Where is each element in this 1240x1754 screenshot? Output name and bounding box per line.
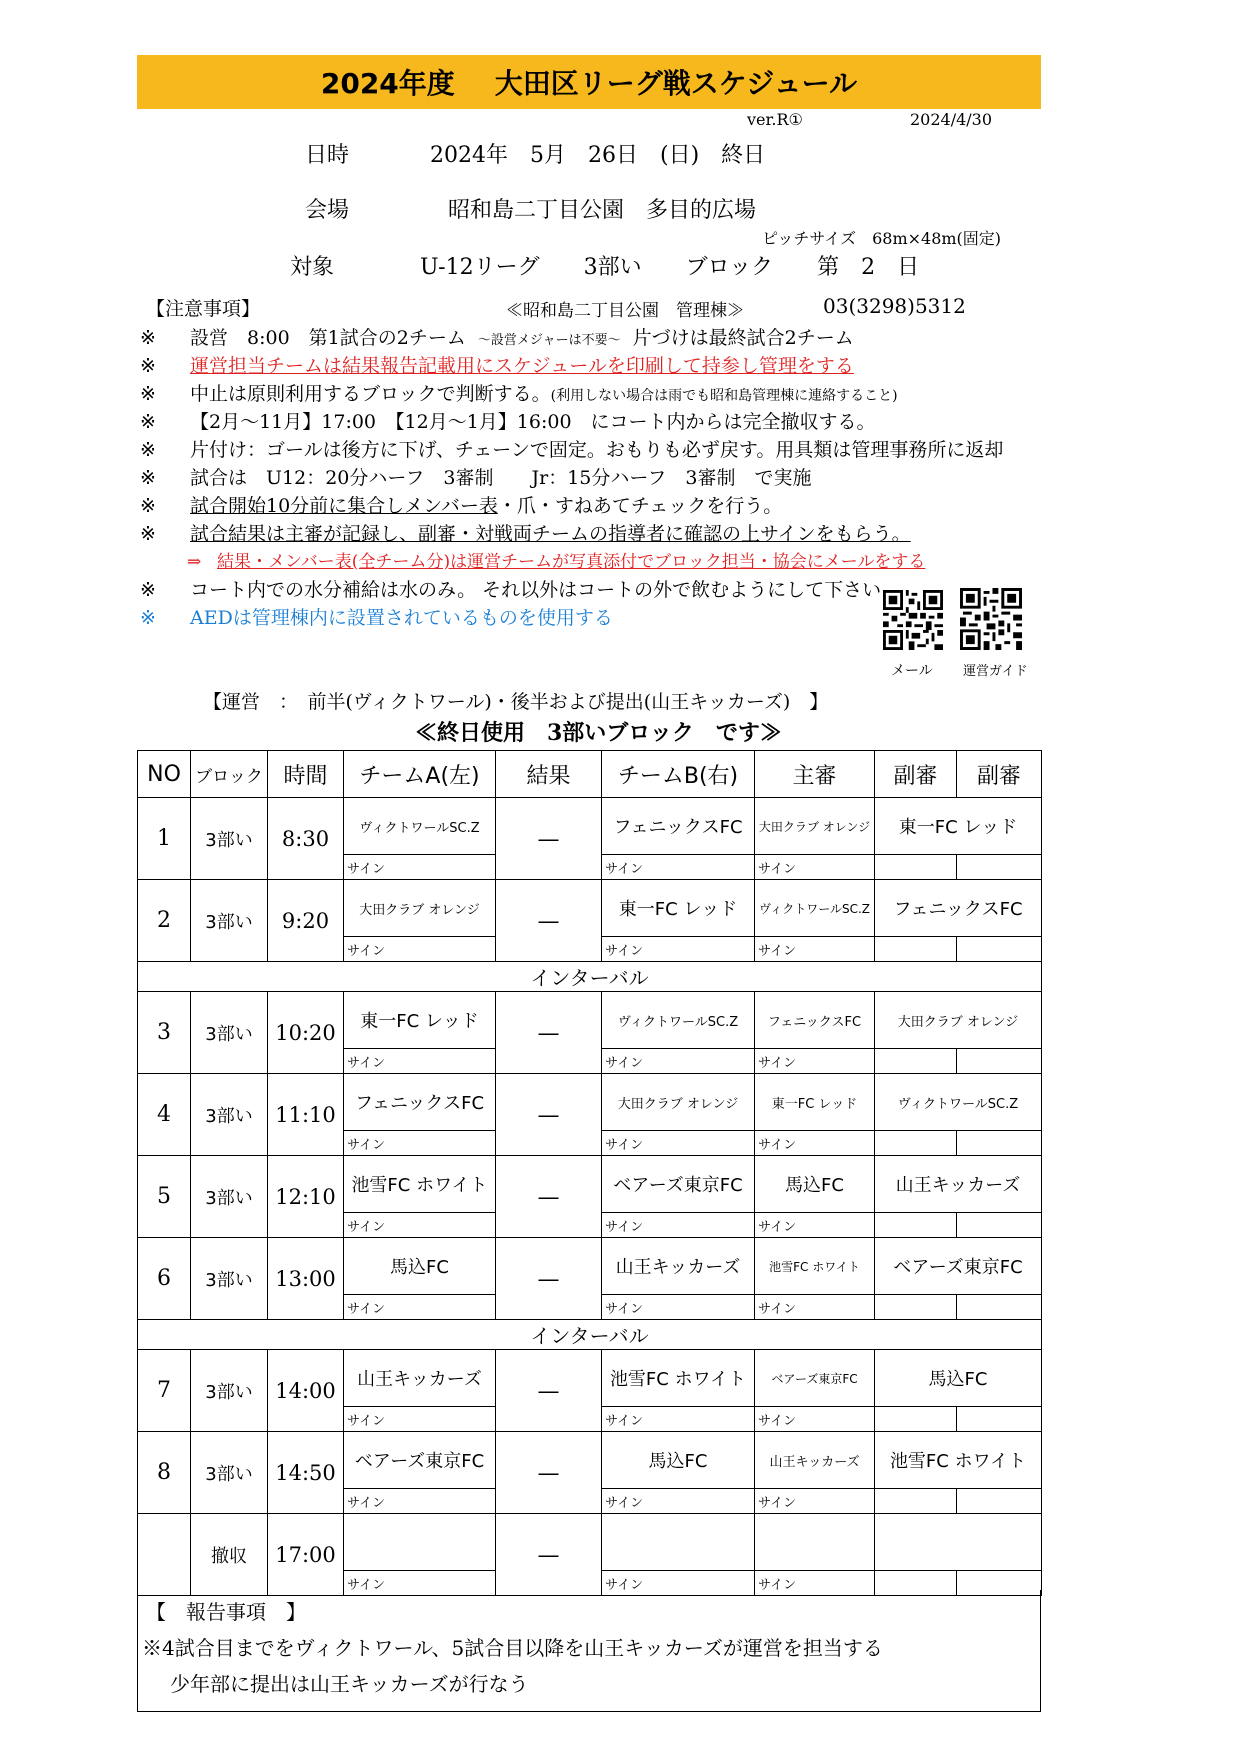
table-row bbox=[138, 880, 1042, 937]
team-b: 馬込FC bbox=[602, 1432, 755, 1489]
operations: 【運営 ： 前半(ヴィクトワール)・後半および提出(山王キッカーズ) 】 bbox=[203, 691, 829, 713]
assistant-referee bbox=[875, 1514, 1042, 1571]
sign-as2 bbox=[957, 1049, 1042, 1074]
assistant-referee: ヴィクトワールSC.Z bbox=[875, 1074, 1042, 1131]
version: ver.R① bbox=[747, 110, 803, 129]
match-no: 1 bbox=[138, 798, 191, 880]
col-assistant1: 副審 bbox=[875, 751, 957, 798]
sign-a: サイン bbox=[344, 1213, 496, 1238]
match-time: 13:00 bbox=[268, 1238, 344, 1320]
note-item: ※ コート内での水分補給は水のみ。 それ以外はコートの外で飲むようにして下さい bbox=[140, 579, 882, 601]
match-result: ― bbox=[496, 798, 602, 880]
table-row bbox=[138, 1432, 1042, 1489]
sign-a: サイン bbox=[344, 1407, 496, 1432]
note-item: ※ AEDは管理棟内に設置されているものを使用する bbox=[140, 607, 613, 629]
assistant-referee: 山王キッカーズ bbox=[875, 1156, 1042, 1213]
sign-as1 bbox=[875, 937, 957, 962]
match-no: 6 bbox=[138, 1238, 191, 1320]
sign-b: サイン bbox=[602, 1131, 755, 1156]
match-no: 3 bbox=[138, 992, 191, 1074]
title-name: 大田区リーグ戦スケジュール bbox=[494, 67, 858, 100]
match-block: 3部い bbox=[191, 880, 268, 962]
interval-row bbox=[138, 1320, 1042, 1350]
team-a: ベアーズ東京FC bbox=[344, 1432, 496, 1489]
match-time: 10:20 bbox=[268, 992, 344, 1074]
report-line: 少年部に提出は山王キッカーズが行なう bbox=[170, 1672, 529, 1696]
sign-a: サイン bbox=[344, 937, 496, 962]
match-block: 3部い bbox=[191, 798, 268, 880]
match-no: 7 bbox=[138, 1350, 191, 1432]
note-item: ※ 試合結果は主審が記録し、副審・対戦両チームの指導者に確認の上サインをもらう。 bbox=[140, 523, 911, 545]
sign-b: サイン bbox=[602, 1049, 755, 1074]
phone: 03(3298)5312 bbox=[823, 294, 966, 318]
sign-a: サイン bbox=[344, 1295, 496, 1320]
interval: インターバル bbox=[138, 962, 1042, 992]
header-row bbox=[138, 751, 1042, 798]
match-block: 3部い bbox=[191, 1350, 268, 1432]
report-section bbox=[137, 1590, 1041, 1712]
report-line: ※4試合目までをヴィクトワール、5試合目以降を山王キッカーズが運営を担当する bbox=[142, 1636, 883, 1660]
assistant-referee: 東一FC レッド bbox=[875, 798, 1042, 855]
sign-ref: サイン bbox=[755, 1049, 875, 1074]
team-a: 大田クラブ オレンジ bbox=[344, 880, 496, 937]
assistant-referee: 池雪FC ホワイト bbox=[875, 1432, 1042, 1489]
team-b: ベアーズ東京FC bbox=[602, 1156, 755, 1213]
team-a: 池雪FC ホワイト bbox=[344, 1156, 496, 1213]
sign-ref: サイン bbox=[755, 1571, 875, 1596]
assistant-referee: ベアーズ東京FC bbox=[875, 1238, 1042, 1295]
interval-row bbox=[138, 962, 1042, 992]
col-time: 時間 bbox=[268, 751, 344, 798]
match-time: 17:00 bbox=[268, 1514, 344, 1596]
qr-label-guide: 運営ガイド bbox=[963, 664, 1028, 679]
match-result: ― bbox=[496, 992, 602, 1074]
sign-as1 bbox=[875, 1213, 957, 1238]
team-b: 池雪FC ホワイト bbox=[602, 1350, 755, 1407]
notes-header: 【注意事項】 bbox=[146, 298, 261, 320]
table-row bbox=[138, 992, 1042, 1049]
table-row bbox=[138, 1238, 1042, 1295]
sign-ref: サイン bbox=[755, 1407, 875, 1432]
usage: ≪終日使用 3部いブロック です≫ bbox=[415, 720, 782, 746]
sign-as2 bbox=[957, 1131, 1042, 1156]
note-item: ※ 試合は U12：20分ハーフ 3審制 Jr：15分ハーフ 3審制 で実施 bbox=[140, 467, 812, 489]
match-block: 3部い bbox=[191, 1156, 268, 1238]
sign-b: サイン bbox=[602, 1571, 755, 1596]
col-no: NO bbox=[138, 751, 191, 798]
schedule-table bbox=[137, 750, 1042, 1596]
referee: 山王キッカーズ bbox=[755, 1432, 875, 1489]
match-result: ― bbox=[496, 1432, 602, 1514]
table-row bbox=[138, 1350, 1042, 1407]
match-no: 2 bbox=[138, 880, 191, 962]
match-time: 9:20 bbox=[268, 880, 344, 962]
sign-as2 bbox=[957, 937, 1042, 962]
match-no: 8 bbox=[138, 1432, 191, 1514]
sign-b: サイン bbox=[602, 1295, 755, 1320]
match-time: 8:30 bbox=[268, 798, 344, 880]
note-item: ※ 設営 8:00 第1試合の2チーム ～設営メジャーは不要～ 片づけは最終試合2チーム bbox=[140, 327, 854, 349]
title-year: 2024年度 bbox=[320, 67, 455, 100]
sign-as2 bbox=[957, 1407, 1042, 1432]
assistant-referee: 馬込FC bbox=[875, 1350, 1042, 1407]
interval: インターバル bbox=[138, 1320, 1042, 1350]
note-item: ⇒ 結果・メンバー表(全チーム分)は運営チームが写真添付でブロック担当・協会にメールをする bbox=[187, 552, 926, 572]
team-b: フェニックスFC bbox=[602, 798, 755, 855]
referee: 大田クラブ オレンジ bbox=[755, 798, 875, 855]
sign-b: サイン bbox=[602, 1213, 755, 1238]
sign-as2 bbox=[957, 855, 1042, 880]
title-bar bbox=[137, 55, 1041, 109]
sign-as1 bbox=[875, 1049, 957, 1074]
sign-ref: サイン bbox=[755, 1295, 875, 1320]
col-result: 結果 bbox=[496, 751, 602, 798]
referee: ヴィクトワールSC.Z bbox=[755, 880, 875, 937]
note-item: ※ 【2月～11月】17:00 【12月～1月】16:00 にコート内からは完全撤収する。 bbox=[140, 411, 876, 433]
match-result: ― bbox=[496, 1238, 602, 1320]
sign-b: サイン bbox=[602, 855, 755, 880]
qr-label-mail: メール bbox=[891, 663, 933, 679]
sign-ref: サイン bbox=[755, 1131, 875, 1156]
referee: ベアーズ東京FC bbox=[755, 1350, 875, 1407]
referee: 馬込FC bbox=[755, 1156, 875, 1213]
col-assistant2: 副審 bbox=[957, 751, 1042, 798]
report-header: 【 報告事項 】 bbox=[146, 1600, 306, 1624]
assistant-referee: フェニックスFC bbox=[875, 880, 1042, 937]
target-label: 対象 bbox=[290, 255, 335, 280]
qr-code-icon[interactable] bbox=[960, 586, 1022, 652]
match-result: ― bbox=[496, 1514, 602, 1596]
sign-a: サイン bbox=[344, 1489, 496, 1514]
pitch-size: ピッチサイズ 68m×48m(固定) bbox=[762, 229, 1002, 248]
target-value: U-12リーグ 3部い ブロック 第 2 日 bbox=[420, 255, 920, 280]
sign-as1 bbox=[875, 855, 957, 880]
team-a: ヴィクトワールSC.Z bbox=[344, 798, 496, 855]
venue-label: 会場 bbox=[305, 198, 350, 223]
match-time: 14:50 bbox=[268, 1432, 344, 1514]
match-result: ― bbox=[496, 880, 602, 962]
sign-ref: サイン bbox=[755, 937, 875, 962]
team-b: 東一FC レッド bbox=[602, 880, 755, 937]
col-block: ブロック bbox=[191, 751, 268, 798]
date-issued: 2024/4/30 bbox=[910, 110, 993, 129]
sign-as2 bbox=[957, 1213, 1042, 1238]
qr-code-icon[interactable] bbox=[883, 588, 943, 652]
match-block: 3部い bbox=[191, 992, 268, 1074]
team-b: 山王キッカーズ bbox=[602, 1238, 755, 1295]
match-block: 3部い bbox=[191, 1432, 268, 1514]
match-result: ― bbox=[496, 1074, 602, 1156]
note-item: ※ 中止は原則利用するブロックで判断する。(利用しない場合は雨でも昭和島管理棟に連絡すること) bbox=[140, 383, 898, 405]
table-row bbox=[138, 1156, 1042, 1213]
office: ≪昭和島二丁目公園 管理棟≫ bbox=[506, 301, 744, 321]
col-team-b: チームB(右) bbox=[602, 751, 755, 798]
note-item: ※ 運営担当チームは結果報告記載用にスケジュールを印刷して持参し管理をする bbox=[140, 355, 854, 377]
referee: フェニックスFC bbox=[755, 992, 875, 1049]
team-b bbox=[602, 1514, 755, 1571]
sign-ref: サイン bbox=[755, 1213, 875, 1238]
table-row bbox=[138, 1514, 1042, 1571]
team-a: 東一FC レッド bbox=[344, 992, 496, 1049]
sign-a: サイン bbox=[344, 1571, 496, 1596]
referee: 東一FC レッド bbox=[755, 1074, 875, 1131]
sign-a: サイン bbox=[344, 1049, 496, 1074]
team-a bbox=[344, 1514, 496, 1571]
col-referee: 主審 bbox=[755, 751, 875, 798]
match-block: 撤収 bbox=[191, 1514, 268, 1596]
sign-as1 bbox=[875, 1131, 957, 1156]
match-time: 11:10 bbox=[268, 1074, 344, 1156]
match-time: 14:00 bbox=[268, 1350, 344, 1432]
venue-value: 昭和島二丁目公園 多目的広場 bbox=[448, 198, 757, 223]
sign-a: サイン bbox=[344, 1131, 496, 1156]
sign-as1 bbox=[875, 1407, 957, 1432]
date-label: 日時 bbox=[305, 143, 350, 168]
sign-as1 bbox=[875, 1489, 957, 1514]
table-row bbox=[138, 798, 1042, 855]
sign-ref: サイン bbox=[755, 1489, 875, 1514]
sign-b: サイン bbox=[602, 1407, 755, 1432]
table-row bbox=[138, 1074, 1042, 1131]
team-a: フェニックスFC bbox=[344, 1074, 496, 1131]
team-b: 大田クラブ オレンジ bbox=[602, 1074, 755, 1131]
sign-as2 bbox=[957, 1295, 1042, 1320]
sign-b: サイン bbox=[602, 937, 755, 962]
match-block: 3部い bbox=[191, 1074, 268, 1156]
match-block: 3部い bbox=[191, 1238, 268, 1320]
referee bbox=[755, 1514, 875, 1571]
col-team-a: チームA(左) bbox=[344, 751, 496, 798]
note-item: ※ 片付け：ゴールは後方に下げ、チェーンで固定。おもりも必ず戻す。用具類は管理事務所に返却 bbox=[140, 439, 1004, 461]
team-a: 山王キッカーズ bbox=[344, 1350, 496, 1407]
referee: 池雪FC ホワイト bbox=[755, 1238, 875, 1295]
match-result: ― bbox=[496, 1156, 602, 1238]
match-time: 12:10 bbox=[268, 1156, 344, 1238]
sign-b: サイン bbox=[602, 1489, 755, 1514]
match-no: 5 bbox=[138, 1156, 191, 1238]
sign-as1 bbox=[875, 1295, 957, 1320]
team-b: ヴィクトワールSC.Z bbox=[602, 992, 755, 1049]
team-a: 馬込FC bbox=[344, 1238, 496, 1295]
sign-ref: サイン bbox=[755, 855, 875, 880]
match-no: 4 bbox=[138, 1074, 191, 1156]
sign-as2 bbox=[957, 1489, 1042, 1514]
sign-a: サイン bbox=[344, 855, 496, 880]
note-item: ※ 試合開始10分前に集合しメンバー表・爪・すねあてチェックを行う。 bbox=[140, 495, 783, 517]
match-result: ― bbox=[496, 1350, 602, 1432]
date-value: 2024年 5月 26日 (日) 終日 bbox=[430, 143, 766, 168]
match-no bbox=[138, 1514, 191, 1596]
assistant-referee: 大田クラブ オレンジ bbox=[875, 992, 1042, 1049]
